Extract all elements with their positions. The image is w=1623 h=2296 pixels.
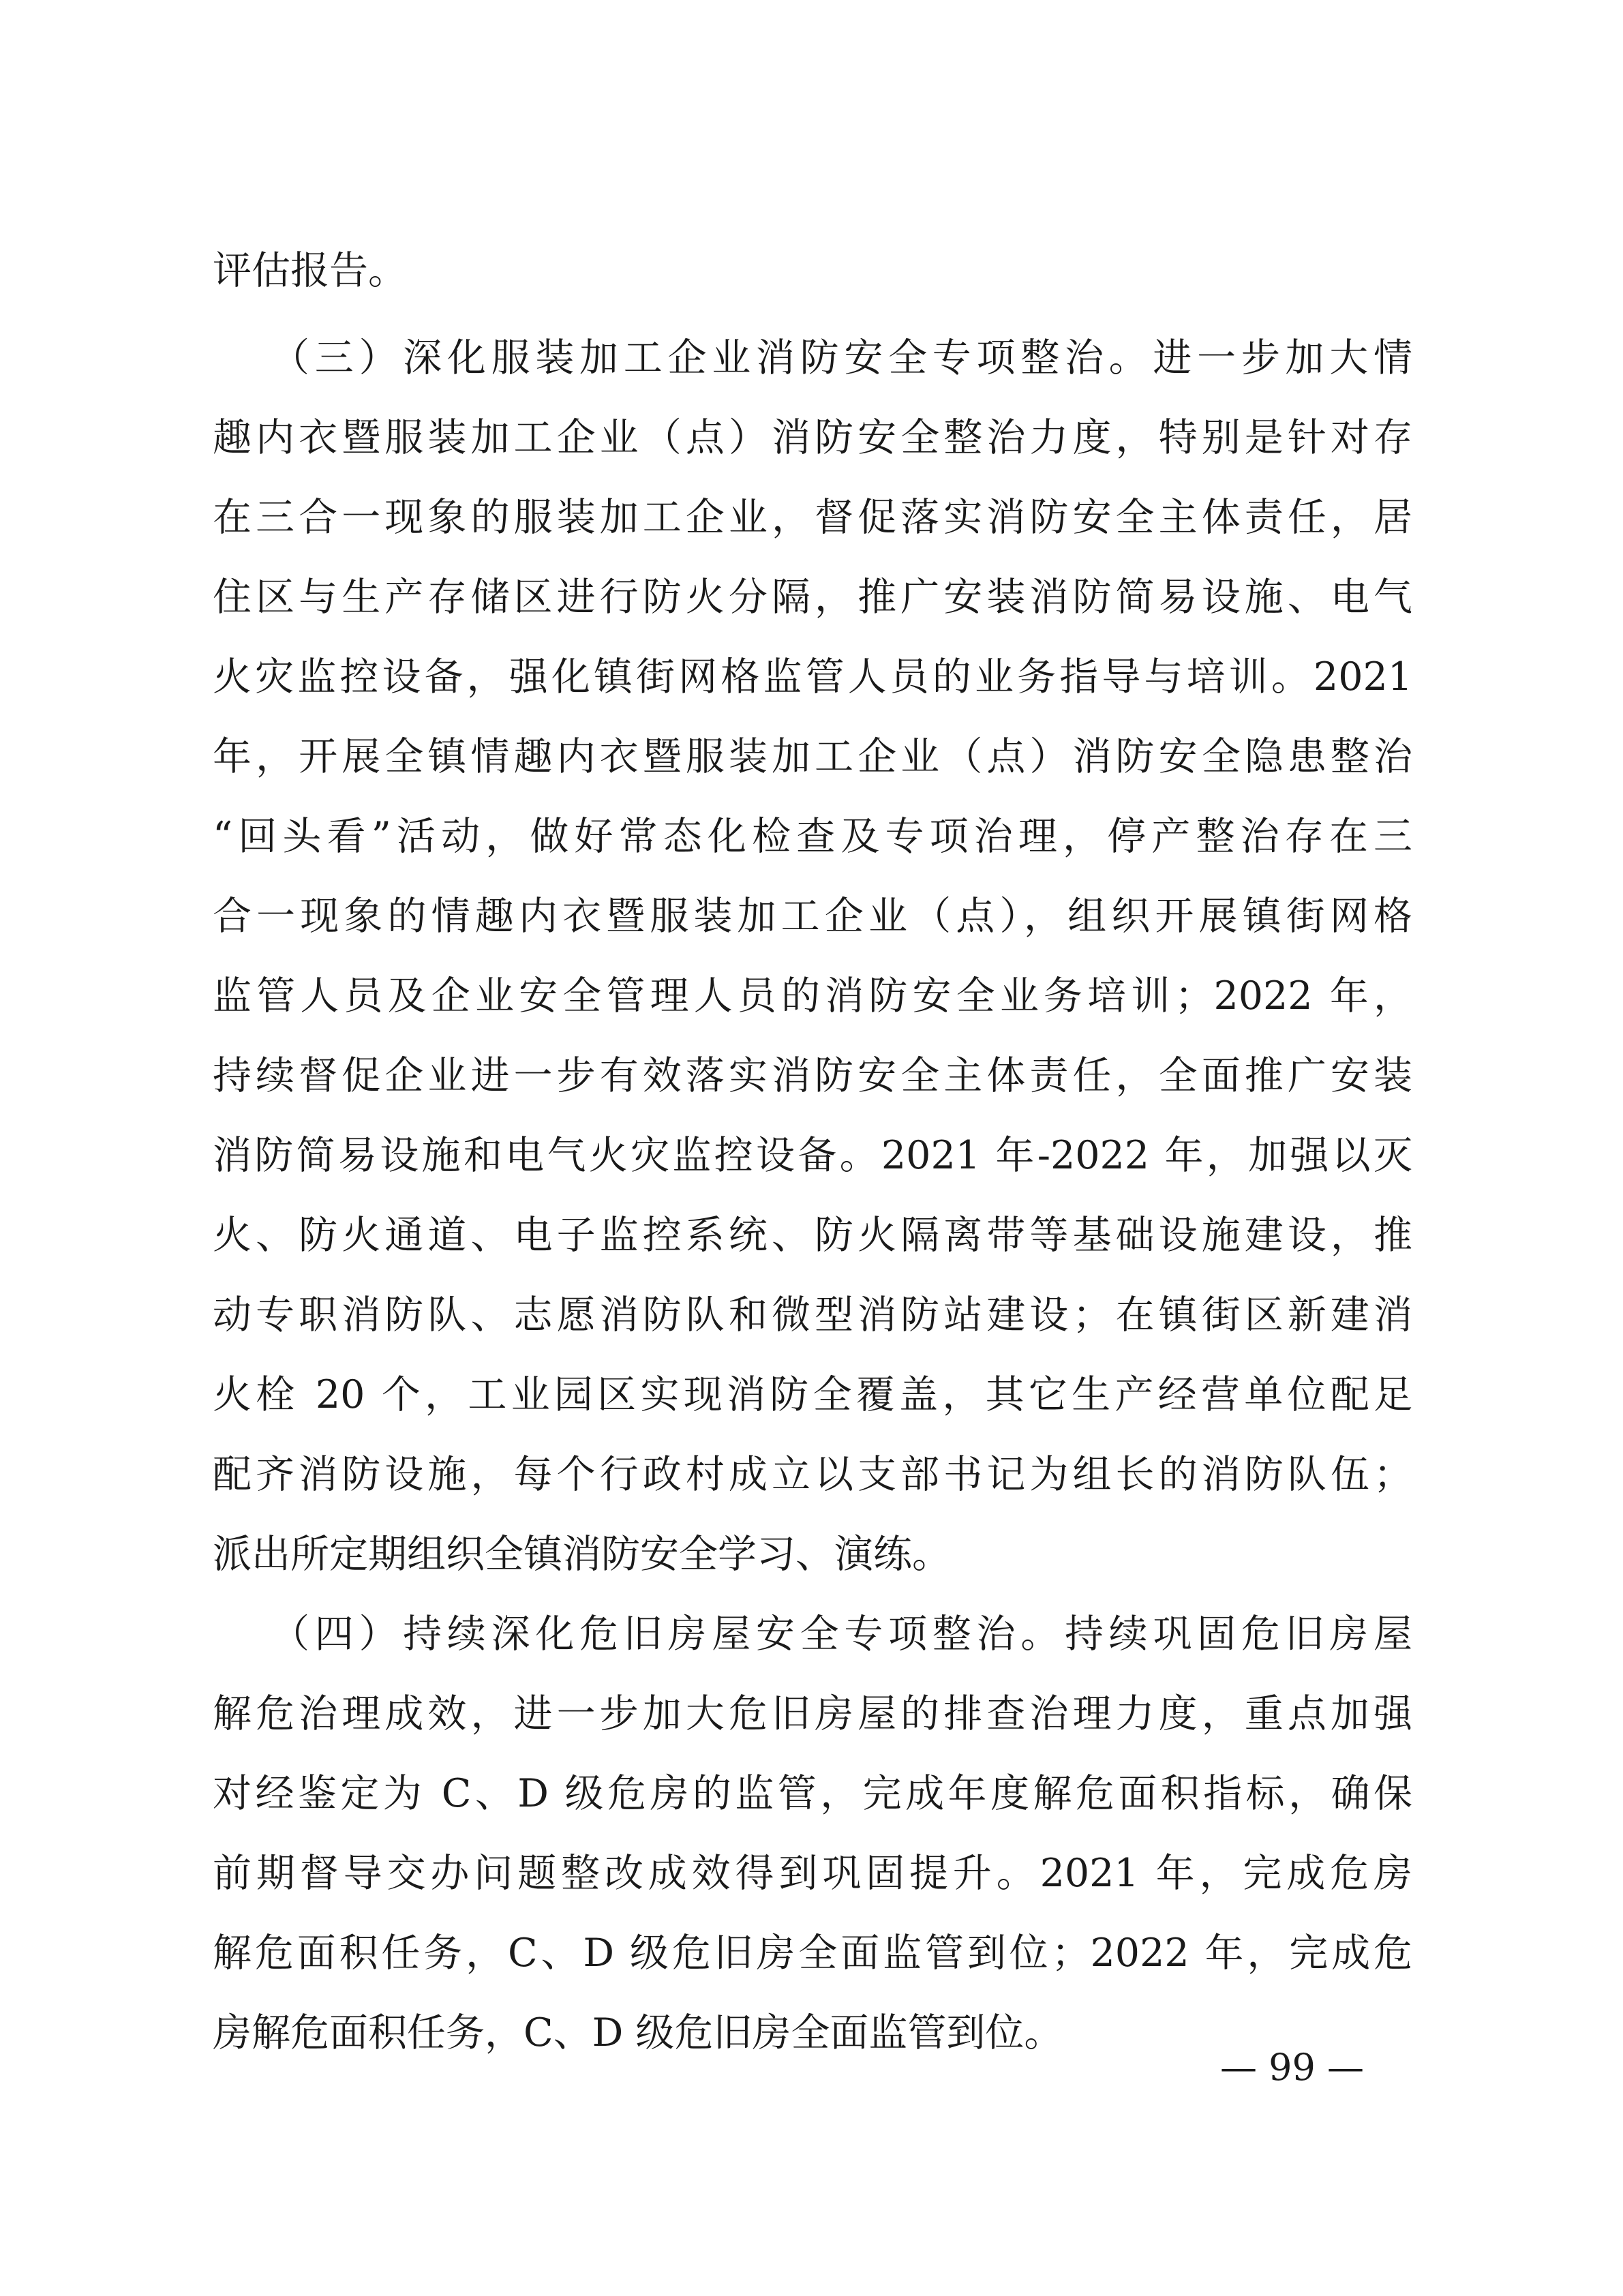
page-number: — 99 — [1220,2046,1365,2089]
text-line: 住区与生产存储区进行防火分隔，推广安装消防简易设施、电气 [213,575,1412,620]
text-line: 解危治理成效，进一步加大危旧房屋的排查治理力度，重点加强 [213,1691,1412,1736]
text-line: 前期督导交办问题整改成效得到巩固提升。2021 年，完成危房 [213,1851,1412,1896]
text-line: 评估报告。 [213,248,407,293]
text-line: 派出所定期组织全镇消防安全学习、演练。 [213,1532,951,1577]
text-line: 持续督促企业进一步有效落实消防安全主体责任，全面推广安装 [213,1053,1412,1098]
text-line: 趣内衣暨服装加工企业（点）消防安全整治力度，特别是针对存 [213,415,1412,460]
text-line: 年，开展全镇情趣内衣暨服装加工企业（点）消防安全隐患整治 [213,734,1412,779]
text-line: 消防简易设施和电气火灾监控设备。2021 年-2022 年，加强以灭 [213,1133,1412,1178]
text-line: 火、防火通道、电子监控系统、防火隔离带等基础设施建设，推 [213,1213,1412,1258]
section-heading-line: （四）持续深化危旧房屋安全专项整治。持续巩固危旧房屋 [271,1612,1412,1657]
text-line: 火灾监控设备，强化镇街网格监管人员的业务指导与培训。2021 [213,654,1412,699]
text-line: 监管人员及企业安全管理人员的消防安全业务培训；2022 年， [213,973,1412,1018]
text-line: 配齐消防设施，每个行政村成立以支部书记为组长的消防队伍； [213,1452,1412,1497]
text-line: 火栓 20 个，工业园区实现消防全覆盖，其它生产经营单位配足 [213,1372,1412,1417]
section-heading-line: （三）深化服装加工企业消防安全专项整治。进一步加大情 [271,335,1412,380]
text-line: “回头看”活动，做好常态化检查及专项治理，停产整治存在三 [213,814,1412,859]
text-line: 合一现象的情趣内衣暨服装加工企业（点），组织开展镇街网格 [213,894,1412,939]
text-line: 动专职消防队、志愿消防队和微型消防站建设；在镇街区新建消 [213,1293,1412,1338]
text-line: 房解危面积任务，C、D 级危旧房全面监管到位。 [213,2010,1063,2055]
text-line: 解危面积任务，C、D 级危旧房全面监管到位；2022 年，完成危 [213,1931,1412,1976]
text-line: 在三合一现象的服装加工企业，督促落实消防安全主体责任，居 [213,495,1412,540]
text-line: 对经鉴定为 C、D 级危房的监管，完成年度解危面积指标，确保 [213,1771,1412,1816]
